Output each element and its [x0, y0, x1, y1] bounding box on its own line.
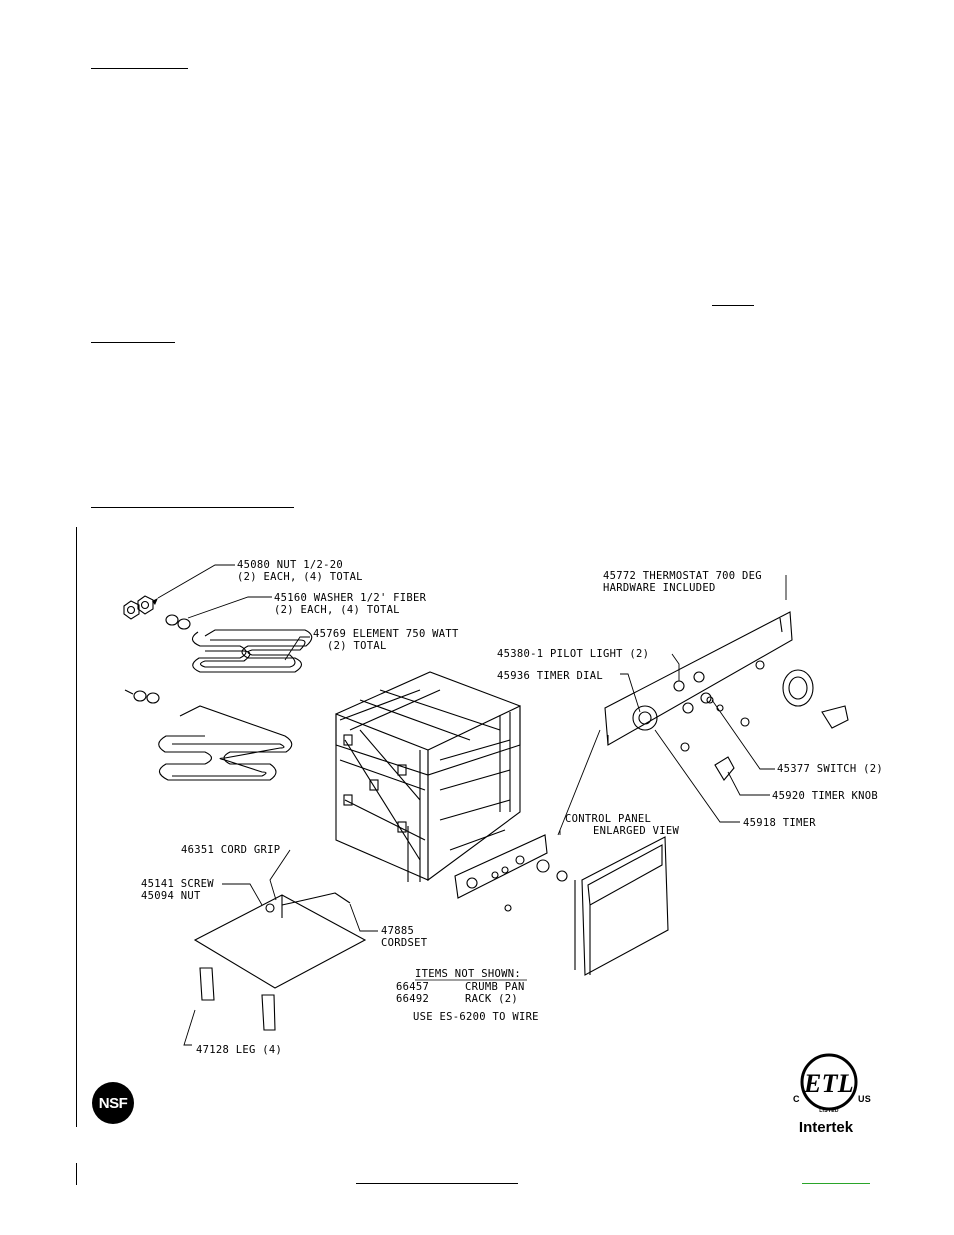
etl-c: C [793, 1094, 800, 1104]
callout-timer-dial: 45936 TIMER DIAL [497, 670, 603, 682]
callout-timer: 45918 TIMER [743, 817, 816, 829]
callout-control-panel-line1: CONTROL PANEL [565, 813, 652, 825]
oven-door [575, 837, 668, 975]
etl-us: US [858, 1094, 872, 1104]
callout-screw: 45141 SCREW [141, 878, 214, 890]
wiring-note: USE ES-6200 TO WIRE [413, 1011, 539, 1023]
intertek-label: Intertek [798, 1119, 854, 1136]
callout-pilot-light: 45380-1 PILOT LIGHT (2) [497, 648, 650, 660]
callout-washer-line1: 45160 WASHER 1/2' FIBER [274, 592, 427, 604]
control-panel-enlarged [605, 612, 848, 780]
base-plate [195, 893, 365, 988]
callout-element-line1: 45769 ELEMENT 750 WATT [313, 628, 459, 640]
etl-listed: LISTED [819, 1108, 839, 1114]
heating-element-lower [159, 706, 292, 780]
callout-control-panel-line2: ENLARGED VIEW [593, 825, 680, 837]
control-panel-small [455, 835, 567, 911]
callout-washer-line2: (2) EACH, (4) TOTAL [274, 604, 400, 616]
items-not-shown-heading: ITEMS NOT SHOWN: [415, 968, 521, 980]
item-desc-2: RACK (2) [465, 993, 518, 1005]
callout-nut-line2: (2) EACH, (4) TOTAL [237, 571, 363, 583]
callout-thermostat-line1: 45772 THERMOSTAT 700 DEG [603, 570, 762, 582]
item-part-2: 66492 [396, 993, 430, 1005]
callout-nut2: 45094 NUT [141, 890, 201, 902]
legs [200, 968, 275, 1030]
callout-nut-line1: 45080 NUT 1/2-20 [237, 559, 343, 571]
washer-part [178, 619, 190, 629]
item-desc-1: CRUMB PAN [465, 981, 525, 993]
oven-body [336, 672, 520, 882]
callout-cordset-line2: CORDSET [381, 937, 428, 949]
callout-switch: 45377 SWITCH (2) [777, 763, 883, 775]
callout-cordset-line1: 47885 [381, 925, 415, 937]
callout-thermostat-line2: HARDWARE INCLUDED [603, 582, 716, 594]
callout-element-line2: (2) TOTAL [327, 640, 387, 652]
nsf-logo: NSF [92, 1082, 134, 1124]
callout-timer-knob: 45920 TIMER KNOB [772, 790, 878, 802]
nut-part [138, 596, 153, 614]
callout-cord-grip: 46351 CORD GRIP [181, 844, 281, 856]
etl-mark-text: ETL [803, 1069, 855, 1098]
callout-leg: 47128 LEG (4) [196, 1044, 283, 1056]
washer-part [166, 615, 178, 625]
nut-part [124, 601, 139, 619]
item-part-1: 66457 [396, 981, 430, 993]
